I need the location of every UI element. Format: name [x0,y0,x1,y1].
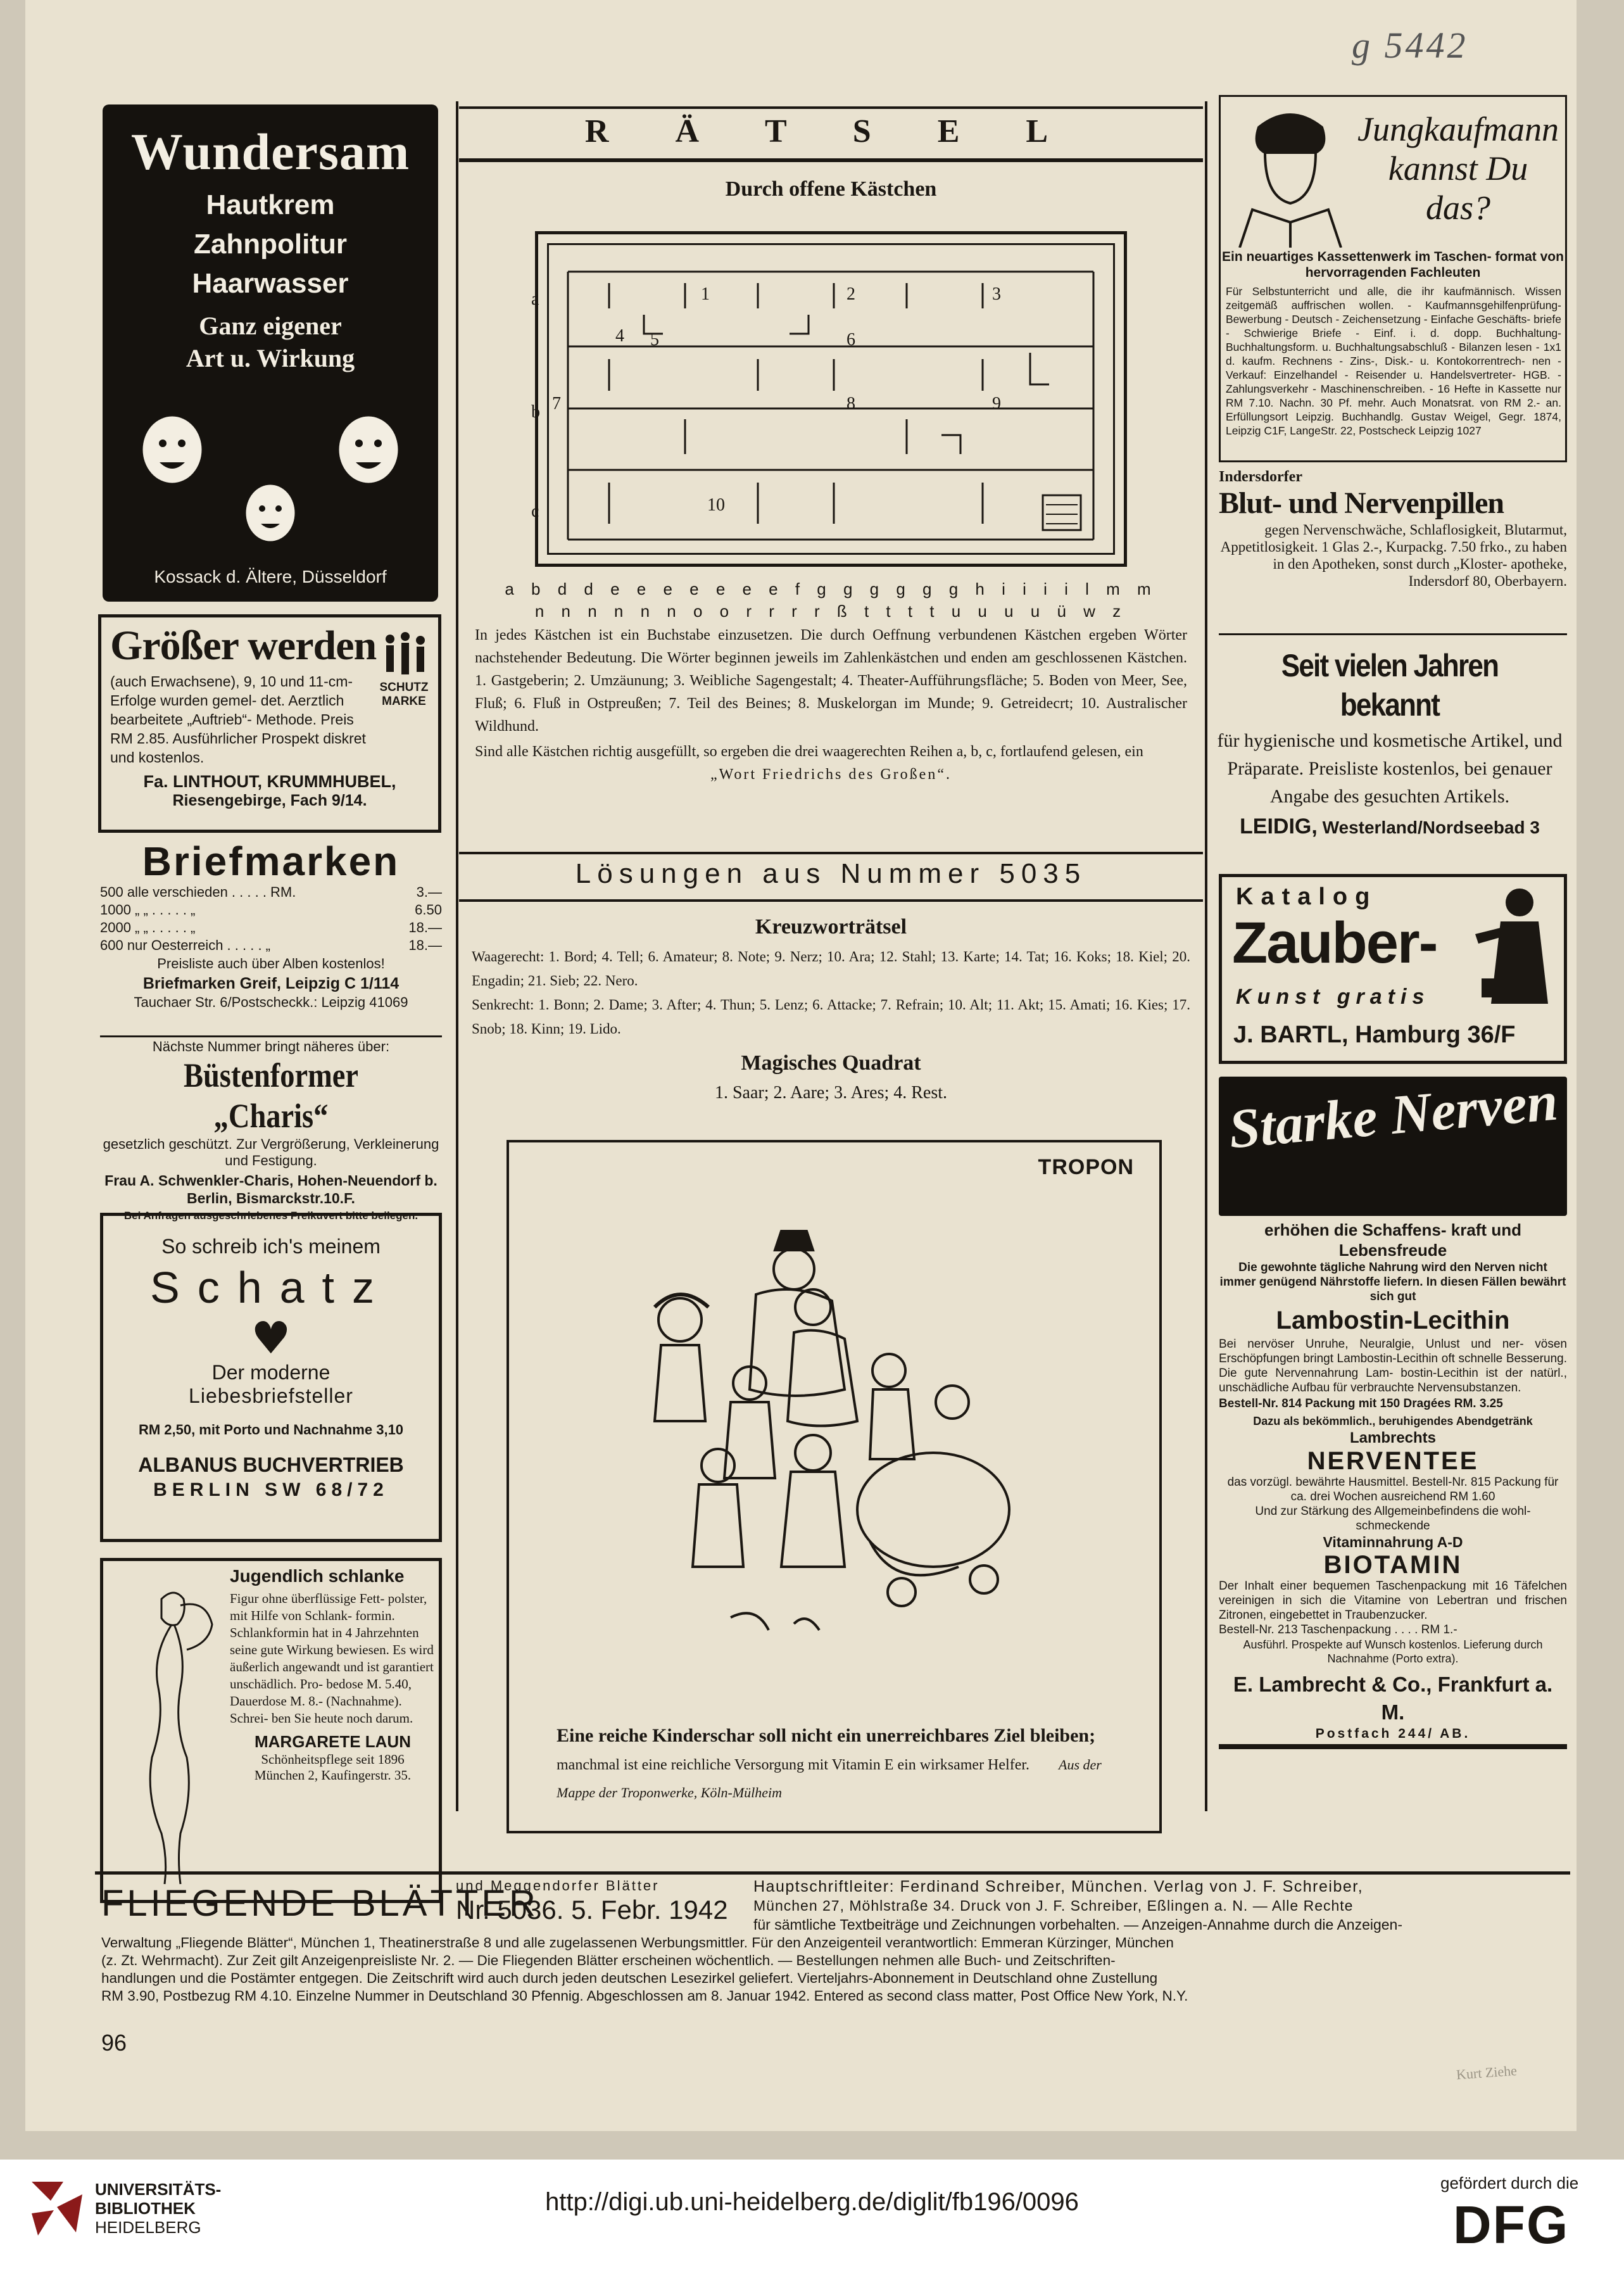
puzzle-grid [531,231,1127,567]
magic-square-title: Magisches Quadrat [741,1051,921,1075]
briefmarken-row-2: 1000 „ „ . . . . . „ 6.50 [100,902,442,918]
magic-square-solution: 1. Saar; 2. Aare; 3. Ares; 4. Rest. [714,1083,948,1103]
row-label-b: b [531,402,540,422]
lambrecht-firm: E. Lambrecht & Co., Frankfurt a. M. [1233,1673,1553,1724]
digitization-bar [0,2160,1624,2271]
jungkaufmann-ad [1219,95,1567,462]
schlanke-title: Jugendlich schlanke [230,1566,405,1586]
cell-number-3: 3 [992,284,1001,304]
lambrecht-product-2: NERVENTEE [1307,1447,1479,1475]
imprint-line-3: für sämtliche Textbeiträge und Zeichnungen vorbehalten. — Anzeigen-Annahme durch die Anzeigen- [753,1916,1403,1933]
divider [100,1035,442,1037]
cell-number-9: 9 [992,394,1001,414]
tropon-caption-bold: Eine reiche Kinderschar soll nicht ein unerreichbares Ziel bleiben; [557,1725,1096,1746]
imprint-line-2: München 27, Möhlstraße 34. Druck von J. F. Schreiber, Eßlingen a. N. — Alle Rechte [753,1897,1354,1914]
zauber-title: Zauber- [1232,911,1437,975]
wundersam-footer: Kossack d. Ältere, Düsseldorf [154,567,387,586]
imprint-line-6: handlungen und die Postämter entgegen. Die Zeitschrift wird auch durch jeden deutschen Lesezirkel geliefert. Vierteljahrs-Abonnement in Deutschland ohne Zustellung [101,1970,1158,1986]
groesser-body: (auch Erwachsene), 9, 10 und 11-cm-Erfolge wurden gemel- det. Aerztlich bearbeitete „Auftrieb“- Methode. Preis RM 2.85. Ausführlicher Prospekt diskret und kostenlos. [110,673,366,766]
university-logo-icon [25,2175,89,2239]
puzzle-text-2: Sind alle Kästchen richtig ausgefüllt, so ergeben die drei waagerechten Reihen a, b, c, fortlaufend gelesen, ein [475,743,1143,760]
lambrecht-line-4: Bestell-Nr. 814 Packung mit 150 Dragées RM. 3.25 [1219,1397,1503,1410]
schatz-firm: ALBANUS BUCHVERTRIEB [138,1453,404,1476]
imprint-line-1: Hauptschriftleiter: Ferdinand Schreiber, München. Verlag von J. F. Schreiber, [753,1878,1364,1895]
library-stamp: Kurt Ziehe [1456,2062,1518,2083]
letters-line-1: a b d d e e e e e e e f g g g g g g h i i i i l m m [505,579,1157,598]
lambrecht-box: Postfach 244/ AB. [1219,1726,1567,1749]
lambrecht-product-3: BIOTAMIN [1323,1551,1463,1579]
lambrecht-line-10: Der Inhalt einer bequemen Taschenpackung mit 16 Täfelchen vereinigen in sich die Vitamine von Lebertran und frischen Zitronen, eingebettet in Traubenzucker. [1219,1579,1567,1622]
lambrecht-line-3: Bei nervöser Unruhe, Neuralgie, Unlust und ner- vösen Erschöpfungen bringt Lambostin-Lecithin oft schnelle Besserung. Die gute Nervennahrung Lam- bostin-Lecithin ist der natürl., unschädliche Aufbau für verbrauchte Nervensubstanzen. [1219,1338,1567,1395]
charis-firm: Frau A. Schwenkler-Charis, Hohen-Neuendorf b. Berlin, Bismarckstr.10.F. [104,1172,437,1206]
wundersam-ad [103,104,438,602]
charis-title: Büstenformer „Charis“ [183,1056,358,1135]
schatz-line-2: Der moderne [211,1361,330,1384]
schlanke-addr: München 2, Kaufingerstr. 35. [254,1768,412,1783]
schatz-line-1: So schreib ich's meinem [161,1235,381,1258]
wundersam-product-2: Zahnpolitur [194,229,347,260]
page-number: 96 [101,2030,127,2056]
zauber-sub: Kunst gratis [1236,985,1430,1009]
lambrecht-line-5: Dazu als bekömmlich., beruhigendes Abendgetränk [1253,1415,1533,1427]
family-illustration [604,1212,1060,1668]
lambrecht-line-2: Die gewohnte tägliche Nahrung wird den Nerven nicht immer genügend Nährstoffe liefern. In diesen Fällen bewährt sich gut [1219,1261,1566,1303]
lambrecht-line-8: Und zur Stärkung des Allgemeinbefindens die wohl- schmeckende [1255,1505,1531,1533]
wundersam-tagline-1: Ganz eigener [199,312,342,340]
groesser-werden-ad [98,614,441,833]
lambrecht-line-12: Ausführl. Prospekte auf Wunsch kostenlos. Lieferung durch Nachnahme (Porto extra). [1243,1638,1543,1665]
masthead-title: FLIEGENDE BLÄTTER [101,1883,539,1924]
groesser-firm: Fa. LINTHOUT, KRUMMHUBEL, [143,772,396,791]
starke-nerven-banner [1219,1070,1567,1216]
groesser-place: Riesengebirge, Fach 9/14. [172,792,367,809]
woman-silhouette-illustration [117,1580,225,1890]
cell-number-8: 8 [847,394,855,414]
dfg-logo: DFG [1453,2195,1570,2255]
source-url[interactable]: http://digi.ub.uni-heidelberg.de/diglit/fb196/0096 [545,2188,1079,2216]
issue-number: Nr. 5036. 5. Febr. 1942 [456,1895,728,1925]
tropon-ad [507,1140,1162,1833]
wundersam-tagline-2: Art u. Wirkung [186,344,355,372]
imprint-line-4: Verwaltung „Fliegende Blätter“, München 1, Theatinerstraße 8 und alle zugelassenen Werbungsmittler. Für den Anzeigenteil verantwortlich: Emmeran Kürzinger, München [101,1935,1174,1951]
university-name-3: HEIDELBERG [95,2218,201,2237]
letters-line-2: n n n n n n o o r r r r ß t t t t u u u u ü w z [534,602,1128,621]
heart-icon: ♥ [251,1312,291,1364]
grid-lines [549,245,1106,552]
schatz-line-3: Liebesbriefsteller [189,1384,353,1407]
row-label-a: a [531,289,539,309]
schatz-price: RM 2,50, mit Porto und Nachnahme 3,10 [138,1422,404,1438]
leidig-addr: Westerland/Nordseebad 3 [1322,818,1540,837]
cell-number-1: 1 [701,284,710,304]
briefmarken-ad [100,839,442,1011]
schlanke-firm: MARGARETE LAUN [255,1732,411,1751]
kreuzwort-senkrecht: Senkrecht: 1. Bonn; 2. Dame; 3. After; 4. Thun; 5. Lenz; 6. Attacke; 7. Refrain; 10. Alt; 11. Akt; 15. Amati; 16. Kies; 17. Snob; 18. Kinn; 19. Lido. [472,997,1190,1037]
charis-body: gesetzlich geschützt. Zur Vergrößerung, Verkleinerung und Festigung. [103,1136,439,1168]
indersdorf-top: Indersdorfer [1219,469,1302,485]
raetsel-header: R Ä T S E L [584,113,1078,149]
lambrecht-product-1: Lambostin-Lecithin [1276,1306,1510,1334]
schlanke-body: Figur ohne überflüssige Fett- polster, mit Hilfe von Schlank- formin. Schlankformin hat in 4 Jahrzehnten seine gute Wirkung bewiesen. Es wird äußerlich angewandt und ist garantiert unschädlich. Pro- bedose M. 5.40, Dauerdose M. 8.- (Nachnahme). Schrei- ben Sie heute noch darum. [230,1591,434,1726]
briefmarken-row-1: 500 alle verschieden . . . . . RM. 3.— [100,884,442,900]
schatz-city: BERLIN SW 68/72 [153,1479,389,1500]
cell-number-4: 4 [615,326,624,346]
tropon-credit: Aus der Mappe der Troponwerke, Köln-Mülheim [557,1757,1102,1800]
indersdorf-body: gegen Nervenschwäche, Schlaflosigkeit, Blutarmut, Appetitlosigkeit. 1 Glas 2.-, Kurpackg. 7.50 frko., zu haben in den Apotheken, sonst durch „Kloster- apotheke, Indersdorf 80, Oberbayern. [1220,522,1567,589]
lambrecht-line-1: erhöhen die Schaffens- kraft und Lebensfreude [1264,1220,1521,1260]
schatz-title: Schatz [150,1263,392,1312]
puzzle-instructions [475,624,1187,786]
charis-ad [100,1039,442,1222]
footer-rule [95,1871,1570,1875]
zauber-ad [1219,874,1567,1064]
zauber-katalog: Katalog [1236,883,1378,910]
charis-note: Bei Anfragen ausgeschriebenes Freikuvert bitte beilegen. [123,1210,419,1222]
lambrecht-line-7: das vorzügl. bewährte Hausmittel. Bestell-Nr. 815 Packung für ca. drei Wochen ausreichend RM 1.60 [1227,1476,1559,1503]
divider [1219,633,1567,635]
column-rule-left [456,101,458,1811]
solutions-rule-top [459,852,1203,854]
schlanke-sub: Schönheitspflege seit 1896 [261,1752,405,1767]
tropon-logo: TROPON [1038,1155,1134,1179]
imprint-line-7: RM 3.90, Postbezug RM 4.10. Einzelne Nummer in Deutschland 30 Pfennig. Abgeschlossen am 8. Januar 1942. Entered as second class matter, Post Office New York, N.Y. [101,1988,1188,2004]
kreuzwort-title: Kreuzworträtsel [755,915,907,939]
man-portrait-illustration [1227,102,1354,248]
indersdorf-ad [1219,469,1567,590]
lambrecht-line-11: Bestell-Nr. 213 Taschenpackung . . . . RM 1.- [1219,1623,1457,1636]
magician-illustration [1475,883,1561,1010]
briefmarken-row-3: 2000 „ „ . . . . . „ 18.— [100,920,442,935]
cell-number-10: 10 [707,495,725,515]
jungkaufmann-body: Für Selbstunterricht und alle, die ihr kaufmännisch. Wissen zeitgemäß auffrischen wollen. - Kaufmannsgehilfenprüfung- Bewerbung - Deutsch - Zeichensetzung - Einfache Geschäfts- briefe - Schwierige Briefe - Einf. i. d. dopp. Buchhaltung- Buchhaltungsform. u. Buchhaltungsabschluß - Bilanzen lesen - 1x1 d. kaufm. Rechnens - Zins-, Disk.- u. Kontokorrentrech- nen - Verkauf: Einzelhandel - Reisender u. Handelsvertreter- HGB. - Zahlungsverkehr - Maschinenschreiben. - 16 Hefte in Kassette nur RM 7.10. Nachn. 30 Pf. mehr. Auch Monatsrat. von RM 2.- an. Erfüllungsort Leipzig. Buchhandlg. Gustav Weigel, Gegr. 1874, Leipzig C1F, LangeStr. 22, Postscheck Leipzig 1027 [1226,285,1561,437]
kreuzwort-waagerecht: Waagerecht: 1. Bord; 4. Tell; 6. Amateur; 8. Note; 9. Nerz; 10. Ara; 12. Stahl; 13. Karte; 14. Tat; 16. Koks; 18. Kiel; 20. Engadin; 21. Sieb; 22. Nero. [472,949,1190,989]
leidig-firm: LEIDIG, [1240,814,1318,838]
puzzle-title: Durch offene Kästchen [725,177,937,201]
row-label-c: c [531,502,539,521]
lambrecht-ad [1219,1070,1567,1833]
briefmarken-title: Briefmarken [142,838,400,884]
tropon-caption-rest: manchmal ist eine reichliche Versorgung mit Vitamin E ein wirksamer Helfer. [557,1757,1030,1773]
cell-number-5: 5 [650,330,659,350]
wundersam-title: Wundersam [130,123,410,180]
solutions-rule-bottom [459,899,1203,902]
wundersam-product-1: Hautkrem [206,189,335,220]
jungkaufmann-script: Jungkaufmann kannst Du das? [1357,110,1559,227]
solutions-header: Lösungen aus Nummer 5035 [575,858,1087,889]
faces-illustration [141,402,400,554]
indersdorf-title: Blut- und Nervenpillen [1219,486,1504,520]
briefmarken-address: Tauchaer Str. 6/Postscheckk.: Leipzig 41069 [134,994,408,1010]
charis-top: Nächste Nummer bringt näheres über: [152,1039,390,1054]
lambrecht-line-9: Vitaminnahrung A-D [1323,1534,1463,1550]
column-rule-right [1205,101,1207,1811]
briefmarken-firm: Briefmarken Greif, Leipzig C 1/114 [142,975,400,992]
catalog-note: g 5442 [1352,25,1468,66]
imprint-line-5: (z. Zt. Wehrmacht). Zur Zeit gilt Anzeigenpreisliste Nr. 2. — Die Fliegenden Blätter erscheinen wöchentlich. — Bestellungen nehmen alle Buch- und Zeitschriften- [101,1952,1116,1968]
cell-number-2: 2 [847,284,855,304]
figures-icon [380,630,431,681]
schutzmarke-label: SCHUTZ MARKE [379,681,429,708]
tropon-caption [557,1722,1114,1807]
puzzle-text: In jedes Kästchen ist ein Buchstabe einzusetzen. Die durch Oeffnung verbundenen Kästchen ergeben Wörter nachstehender Bedeutung. Die Wörter beginnen jeweils im Zahlenkästchen und enden am geschlossenen Kästchen. 1. Gastgeberin; 2. Umzäunung; 3. Weibliche Sagengestalt; 4. Theater-Aufführungsfläche; 5. Boden von Meer, See, Fluß; 6. Fluß in Ostpreußen; 7. Teil des Beines; 8. Muskelorgan im Munde; 9. Getreidecrt; 10. Australischer Wildhund. [475,627,1187,735]
puzzle-quote: „Wort Friedrichs des Großen“. [710,766,952,783]
wundersam-product-3: Haarwasser [192,268,349,299]
zauber-firm: J. BARTL, Hamburg 36/F [1233,1022,1516,1048]
university-name-2: BIBLIOTHEK [95,2199,196,2218]
briefmarken-row-4: 600 nur Oesterreich . . . . . „ 18.— [100,937,442,953]
schlanke-ad [100,1558,442,1903]
groesser-title: Größer werden [110,623,377,669]
funded-by: gefördert durch die [1440,2173,1579,2192]
leidig-ad [1212,646,1567,839]
starke-nerven-text: Starke Nerven [1226,1070,1561,1161]
lambrecht-line-6: Lambrechts [1349,1429,1437,1446]
jungkaufmann-head: Ein neuartiges Kassettenwerk im Taschen- format von hervorragenden Fachleuten [1222,250,1564,280]
leidig-footer [1212,814,1567,839]
cell-number-6: 6 [847,330,855,350]
header-rule-bottom [459,158,1203,162]
briefmarken-note: Preisliste auch über Alben kostenlos! [157,956,385,971]
masthead-subtitle: und Meggendorfer Blätter [456,1878,660,1894]
schatz-ad [100,1213,442,1542]
leidig-title: Seit vielen Jahren bekannt [1281,648,1499,723]
leidig-body: für hygienische und kosmetische Artikel, und Präparate. Preisliste kostenlos, bei genauer Angabe des gesuchten Artikels. [1217,730,1563,807]
cell-number-7: 7 [552,394,561,414]
university-name-1: UNIVERSITÄTS- [95,2180,222,2199]
